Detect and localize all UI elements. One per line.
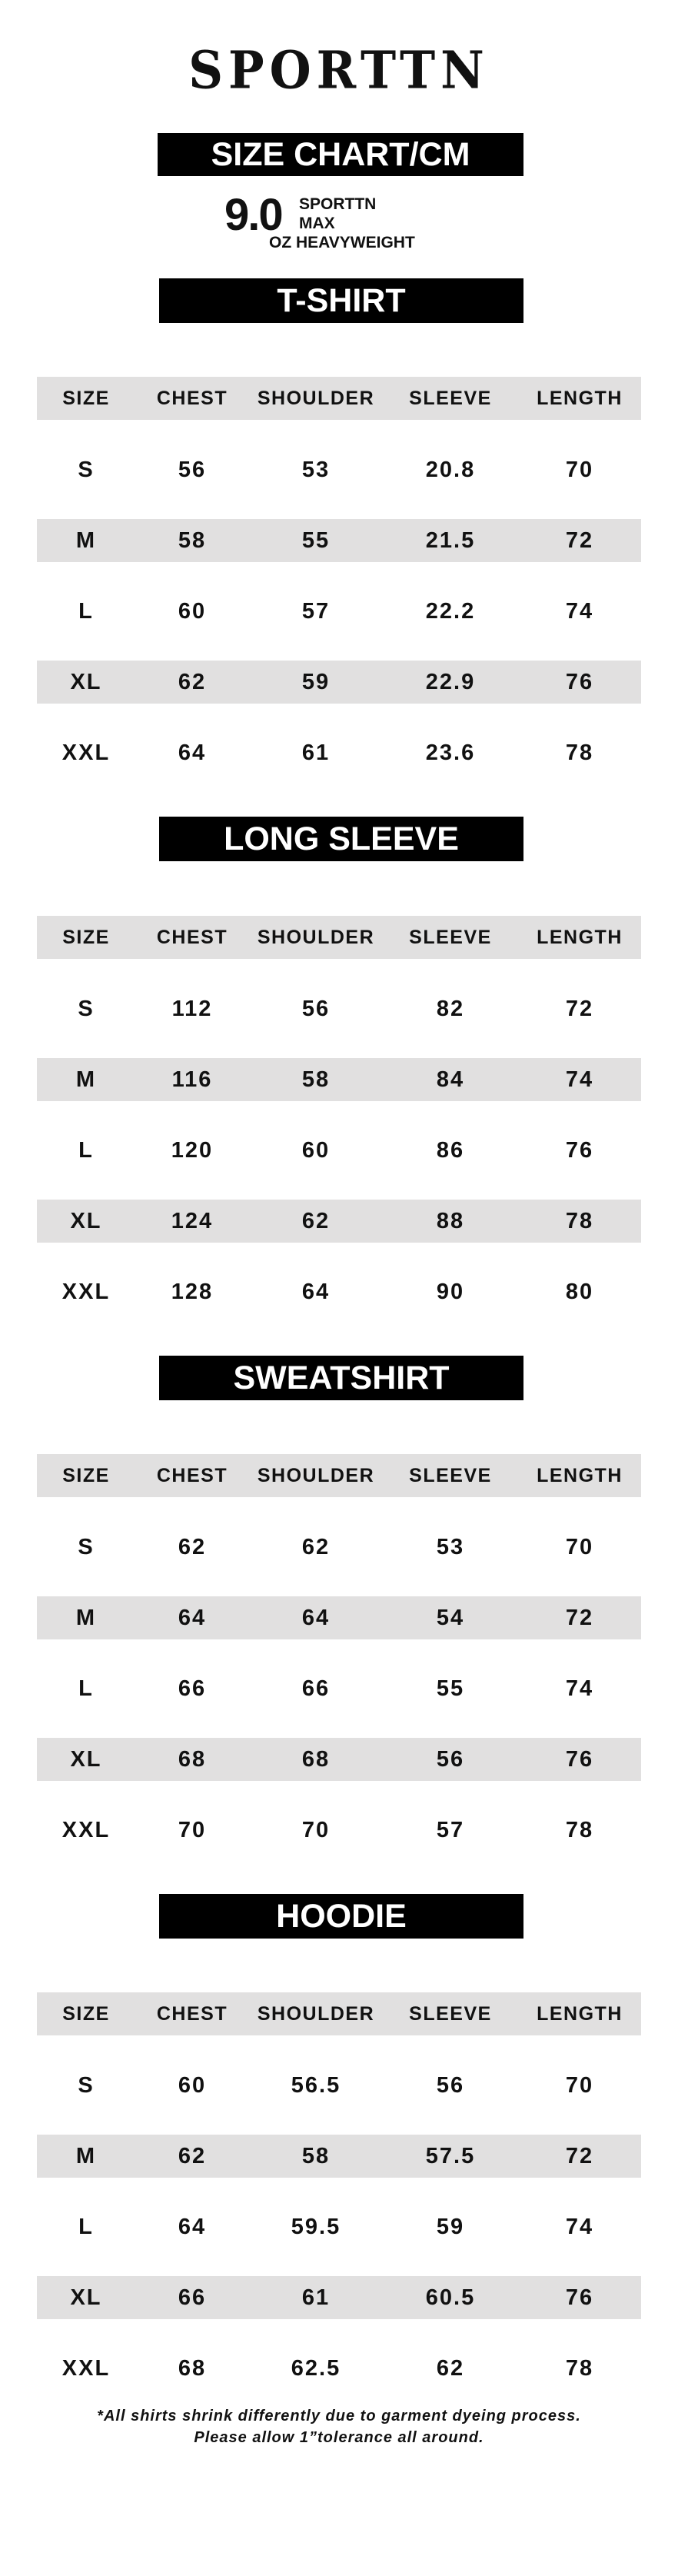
shoulder-cell: 57 [301,599,331,624]
size-cell: XXL [61,1818,111,1842]
sleeve-cell: 59 [436,2215,465,2239]
table-row [37,1058,641,1101]
shoulder-cell: 62 [301,1209,331,1233]
sleeve-cell: 22.2 [425,599,476,624]
table-row [37,1738,641,1781]
column-header-size: SIZE [62,2003,110,2025]
shoulder-cell: 56.5 [291,2073,341,2098]
sleeve-cell: 54 [436,1606,465,1630]
column-header-chest: CHEST [156,927,228,948]
sleeve-cell: 88 [436,1209,465,1233]
section-title-tshirt: T-SHIRT [159,278,523,323]
shoulder-cell: 61 [301,2285,331,2310]
table-row [37,1667,641,1710]
length-cell: 74 [565,2215,594,2239]
column-header-shoulder: SHOULDER [257,2003,375,2025]
table-row [37,1526,641,1569]
chest-cell: 62 [178,1535,207,1559]
length-cell: 74 [565,1676,594,1701]
chest-cell: 58 [178,528,207,553]
fabric-weight-number: 9.0 [224,190,282,240]
size-cell: L [78,1138,94,1163]
section-title-sweatshirt: SWEATSHIRT [159,1356,523,1400]
chest-cell: 62 [178,2144,207,2168]
chest-cell: 68 [178,2356,207,2381]
column-header-chest: CHEST [156,2003,228,2025]
size-cell: L [78,2215,94,2239]
length-cell: 70 [565,458,594,482]
size-cell: XL [70,1747,102,1772]
fabric-weight-brand: SPORTTN [299,195,377,213]
size-cell: S [78,997,95,1021]
length-cell: 74 [565,1067,594,1092]
length-cell: 78 [565,2356,594,2381]
chest-cell: 60 [178,2073,207,2098]
sleeve-cell: 90 [436,1280,465,1304]
shoulder-cell: 55 [301,528,331,553]
chest-cell: 62 [178,670,207,694]
table-row [37,1270,641,1313]
shoulder-cell: 53 [301,458,331,482]
column-header-shoulder: SHOULDER [257,388,375,409]
column-header-sleeve: SLEEVE [409,388,492,409]
column-header-shoulder: SHOULDER [257,1465,375,1486]
shoulder-cell: 59 [301,670,331,694]
size-cell: M [75,2144,97,2168]
length-cell: 78 [565,1209,594,1233]
column-header-size: SIZE [62,388,110,409]
column-header-sleeve: SLEEVE [409,2003,492,2025]
size-cell: XXL [61,741,111,765]
size-cell: S [78,2073,95,2098]
length-cell: 78 [565,741,594,765]
sleeve-cell: 21.5 [425,528,476,553]
length-cell: 72 [565,2144,594,2168]
size-cell: M [75,1606,97,1630]
shoulder-cell: 66 [301,1676,331,1701]
table-row [37,1200,641,1243]
size-cell: XXL [61,1280,111,1304]
size-cell: S [78,1535,95,1559]
sleeve-cell: 82 [436,997,465,1021]
table-row [37,448,641,491]
table-header-row [37,1992,641,2035]
shoulder-cell: 56 [301,997,331,1021]
column-header-length: LENGTH [537,927,623,948]
length-cell: 70 [565,1535,594,1559]
sleeve-cell: 53 [436,1535,465,1559]
sleeve-cell: 86 [436,1138,465,1163]
shoulder-cell: 59.5 [291,2215,341,2239]
size-cell: XXL [61,2356,111,2381]
column-header-chest: CHEST [156,388,228,409]
size-table-tshirt [37,377,641,774]
length-cell: 70 [565,2073,594,2098]
column-header-size: SIZE [62,927,110,948]
fabric-weight-unit: OZ HEAVYWEIGHT [269,234,415,251]
table-row [37,2064,641,2107]
chest-cell: 66 [178,2285,207,2310]
length-cell: 76 [565,2285,594,2310]
size-table-sweatshirt [37,1454,641,1852]
shoulder-cell: 68 [301,1747,331,1772]
size-cell: L [78,1676,94,1701]
length-cell: 72 [565,997,594,1021]
table-header-row [37,916,641,959]
sleeve-cell: 55 [436,1676,465,1701]
size-cell: S [78,458,95,482]
length-cell: 80 [565,1280,594,1304]
size-chart-title: SIZE CHART/CM [158,133,523,176]
sleeve-cell: 56 [436,1747,465,1772]
shrinkage-note [0,2405,678,2448]
shoulder-cell: 64 [301,1606,331,1630]
column-header-length: LENGTH [537,388,623,409]
size-cell: M [75,528,97,553]
length-cell: 72 [565,1606,594,1630]
size-cell: L [78,599,94,624]
column-header-size: SIZE [62,1465,110,1486]
sleeve-cell: 23.6 [425,741,476,765]
fabric-weight-max: MAX [299,215,335,232]
column-header-length: LENGTH [537,1465,623,1486]
table-row [37,2347,641,2390]
size-cell: XL [70,2285,102,2310]
shoulder-cell: 70 [301,1818,331,1842]
length-cell: 78 [565,1818,594,1842]
shoulder-cell: 64 [301,1280,331,1304]
section-title-long-sleeve: LONG SLEEVE [159,817,523,861]
length-cell: 72 [565,528,594,553]
table-header-row [37,377,641,420]
column-header-sleeve: SLEEVE [409,1465,492,1486]
sleeve-cell: 62 [436,2356,465,2381]
column-header-chest: CHEST [156,1465,228,1486]
chest-cell: 112 [171,997,213,1021]
shoulder-cell: 60 [301,1138,331,1163]
length-cell: 74 [565,599,594,624]
sleeve-cell: 57.5 [425,2144,476,2168]
size-cell: XL [70,1209,102,1233]
size-table-long-sleeve [37,916,641,1313]
size-table-hoodie [37,1992,641,2390]
chest-cell: 120 [171,1138,214,1163]
shrinkage-note-line-1: *All shirts shrink differently due to garment dyeing process. [97,2408,581,2425]
shoulder-cell: 62 [301,1535,331,1559]
column-header-sleeve: SLEEVE [409,927,492,948]
size-cell: M [75,1067,97,1092]
column-header-shoulder: SHOULDER [257,927,375,948]
table-header-row [37,1454,641,1497]
brand-logo: SPORTTN [188,39,490,101]
chest-cell: 64 [178,1606,207,1630]
sleeve-cell: 20.8 [425,458,476,482]
shoulder-cell: 58 [301,1067,331,1092]
table-row [37,661,641,704]
sleeve-cell: 60.5 [425,2285,476,2310]
length-cell: 76 [565,1138,594,1163]
table-row [37,987,641,1030]
table-row [37,731,641,774]
table-row [37,519,641,562]
chest-cell: 60 [178,599,207,624]
table-row [37,1809,641,1852]
chest-cell: 56 [178,458,207,482]
size-cell: XL [70,670,102,694]
length-cell: 76 [565,670,594,694]
length-cell: 76 [565,1747,594,1772]
chest-cell: 68 [178,1747,207,1772]
chest-cell: 64 [178,2215,207,2239]
section-title-hoodie: HOODIE [159,1894,523,1939]
shoulder-cell: 62.5 [291,2356,341,2381]
chest-cell: 128 [171,1280,214,1304]
column-header-length: LENGTH [537,2003,623,2025]
table-row [37,1129,641,1172]
chest-cell: 116 [171,1067,213,1092]
shoulder-cell: 61 [301,741,331,765]
table-row [37,2135,641,2178]
shrinkage-note-line-2: Please allow 1”tolerance all around. [194,2429,484,2446]
chest-cell: 64 [178,741,207,765]
table-row [37,2276,641,2319]
chest-cell: 70 [178,1818,207,1842]
table-row [37,2205,641,2248]
sleeve-cell: 84 [436,1067,465,1092]
chest-cell: 124 [171,1209,214,1233]
fabric-weight-badge [224,191,470,252]
table-row [37,1596,641,1639]
sleeve-cell: 57 [436,1818,465,1842]
shoulder-cell: 58 [301,2144,331,2168]
sleeve-cell: 22.9 [425,670,476,694]
sleeve-cell: 56 [436,2073,465,2098]
table-row [37,590,641,633]
chest-cell: 66 [178,1676,207,1701]
